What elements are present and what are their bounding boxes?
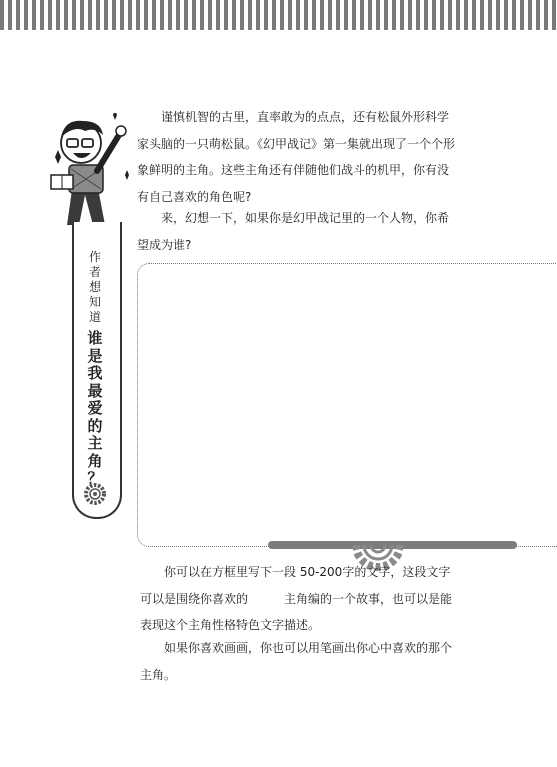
instruction-paragraph-2: 如果你喜欢画画，你也可以用笔画出你心中喜欢的那个主角。 bbox=[140, 641, 453, 682]
intro-paragraph-2: 来，幻想一下，如果你是幻甲战记里的一个人物，你希望成为谁? bbox=[137, 211, 450, 252]
cartoon-boy-illustration-icon bbox=[45, 113, 135, 231]
gear-icon bbox=[83, 482, 107, 506]
top-stripe-border bbox=[0, 0, 557, 30]
writing-box[interactable] bbox=[137, 263, 557, 547]
intro-paragraph-1: 谨慎机智的古里，直率敢为的点点，还有松鼠外形科学家头脑的一只萌松鼠。《幻甲战记》第一集就出现了一个个形象鲜明的主角。这些主角还有伴随他们战斗的机甲，你有没有自己喜欢的角色呢? bbox=[137, 110, 456, 204]
sidebar-title: 谁 是 我 最 爱 的 主 角 ？ bbox=[87, 329, 103, 487]
instruction-paragraph-1: 你可以在方框里写下一段 50-200字的文字，这段文字可以是围绕你喜欢的 主角编的一个故事，也可以是能表现这个主角性格特色文字描述。 bbox=[140, 565, 453, 632]
sidebar-label-author-wants-to-know: 作 者 想 知 道 bbox=[88, 250, 101, 324]
